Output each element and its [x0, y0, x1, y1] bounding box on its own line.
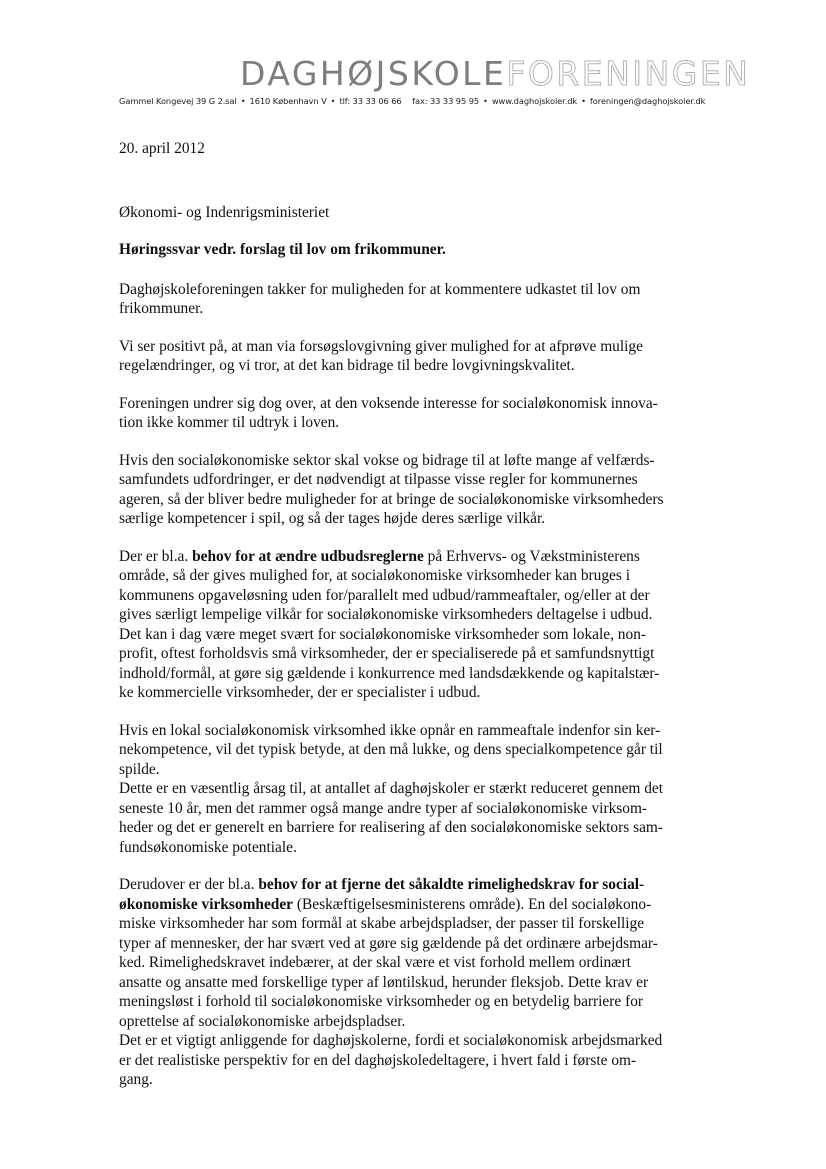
text-line: Det er et vigtigt anliggende for daghøjskolerne, fordi et socialøkonomisk arbejdsmarked [119, 1032, 663, 1049]
text-line: Foreningen undrer sig dog over, at den voksende interesse for socialøkonomisk innova- [119, 394, 658, 412]
text-line: område, så der gives mulighed for, at socialøkonomiske virksomheder kan bruges i [119, 567, 630, 584]
logo-dark-part: DAGHØJSKOLE [240, 54, 507, 93]
text-line: er det realistiske perspektiv for en del daghøjskoledeltagere, i hvert fald i første om- [119, 1051, 637, 1069]
bullet-separator: • [240, 96, 246, 106]
contact-line [119, 96, 799, 106]
paragraph-5 [119, 547, 709, 703]
bold-phrase: behov for at fjerne det såkaldte rimelighedskrav for social- [258, 876, 645, 893]
bullet-separator: • [330, 96, 336, 106]
text-line: regelændringer, og vi tror, at det kan bidrage til bedre lovgivningskvalitet. [119, 357, 575, 374]
text-line: Det kan i dag være meget svært for socialøkonomiske virksomheder som lokale, non- [119, 625, 647, 643]
website-link[interactable]: www.daghojskoler.dk [491, 96, 578, 106]
text-line: oprettelse af socialøkonomiske arbejdspladser. [119, 1012, 406, 1030]
text-line: Der er bl.a. behov for at ændre udbudsreglerne på Erhvervs- og Vækstministerens [119, 547, 640, 565]
bullet-separator: • [581, 96, 586, 106]
text-line: ke kommercielle virksomheder, der er specialister i udbud. [119, 684, 481, 701]
text-line: typer af mennesker, der har svært ved at gøre sig gældende på det ordinære arbejdsmar- [119, 934, 658, 952]
text-line: ansatte og ansatte med forskellige typer af løntilskud, herunder fleksjob. Dette krav er [119, 973, 649, 991]
text-line: ked. Rimelighedskravet indebærer, at der skal være et vist forhold mellem ordinært [119, 954, 631, 971]
text-line: ageren, så der bliver bedre muligheder for at bringe de socialøkonomiske virksomheders [119, 490, 664, 508]
text-line: frikommuner. [119, 300, 204, 317]
letter-body [119, 139, 709, 1108]
letterhead [0, 52, 826, 122]
text-line: Hvis den socialøkonomiske sektor skal vokse og bidrage til at løfte mange af velfærds- [119, 451, 655, 469]
text-line: særlige kompetencer i spil, og så der tages højde deres særlige vilkår. [119, 510, 546, 527]
text-line: gives særligt lempelige vilkår for socialøkonomiske virksomheders deltagelse i udbud. [119, 606, 653, 623]
organization-logo [240, 56, 750, 92]
logo-light-part: FORENINGEN [506, 54, 751, 93]
letter-date: 20. april 2012 [119, 140, 205, 157]
text-line: gang. [119, 1071, 153, 1088]
text-line: Derudover er der bl.a. behov for at fjerne det såkaldte rimelighedskrav for social- [119, 876, 645, 893]
text-line: seneste 10 år, men det rammer også mange andre typer af socialøkonomiske virksom- [119, 799, 648, 817]
postal-city: 1610 København V [249, 96, 327, 106]
paragraph-6 [119, 721, 709, 858]
paragraph-2 [119, 337, 709, 376]
text-line: samfundets udfordringer, er det nødvendigt at tilpasse visse regler for kommunernes [119, 471, 638, 488]
text-line: meningsløst i forhold til socialøkonomiske virksomheder og en betydelig barriere for [119, 993, 644, 1010]
recipient: Økonomi- og Indenrigsministeriet [119, 203, 330, 221]
paragraph-1 [119, 280, 709, 319]
bold-phrase: økonomiske virksomheder [119, 895, 294, 913]
email-link[interactable]: foreningen@daghojskoler.dk [589, 96, 706, 106]
letter-subject: Høringssvar vedr. forslag til lov om frikommuner. [119, 241, 446, 258]
street-address: Gammel Kongevej 39 G 2.sal [119, 96, 237, 106]
text-line: indhold/formål, at gøre sig gældende i konkurrence med landsdækkende og kapitalstær- [119, 664, 660, 682]
text-line: kommunens opgaveløsning uden for/parallelt med udbud/rammeaftaler, og/eller at der [119, 586, 650, 604]
text-line: nekompetence, vil det typisk betyde, at den må lukke, og dens specialkompetence går til [119, 741, 663, 758]
bold-phrase: behov for at ændre udbudsreglerne [192, 547, 424, 565]
text-line: miske virksomheder har som formål at skabe arbejdspladser, der passer til forskellige [119, 915, 645, 932]
paragraph-4 [119, 451, 709, 529]
text-line: fundsøkonomiske potentiale. [119, 838, 297, 856]
text-line: Vi ser positivt på, at man via forsøgslovgivning giver mulighed for at afprøve mulige [119, 337, 643, 355]
fax-number: fax: 33 33 95 95 [412, 96, 480, 106]
text-line: tion ikke kommer til udtryk i loven. [119, 414, 340, 431]
text-line: spilde. [119, 760, 160, 778]
paragraph-3 [119, 394, 709, 433]
paragraph-7 [119, 875, 709, 1090]
phone-number: tlf: 33 33 06 66 [339, 96, 402, 106]
text-line: økonomiske virksomheder (Beskæftigelsesministerens område). En del socialøkono- [119, 895, 652, 913]
text-line: heder og det er generelt en barriere for realisering af den socialøkonomiske sektors sam- [119, 819, 664, 836]
bullet-separator: • [483, 96, 488, 106]
text-line: Dette er en væsentlig årsag til, at antallet af daghøjskoler er stærkt reduceret gennem det [119, 780, 664, 797]
text-line: profit, oftest forholdsvis små virksomheder, der er specialiserede på et samfundsnyttigt [119, 645, 655, 662]
text-line: Daghøjskoleforeningen takker for muligheden for at kommentere udkastet til lov om [119, 280, 641, 298]
text-line: Hvis en lokal socialøkonomisk virksomhed ikke opnår en rammeaftale indenfor sin ker- [119, 721, 661, 739]
